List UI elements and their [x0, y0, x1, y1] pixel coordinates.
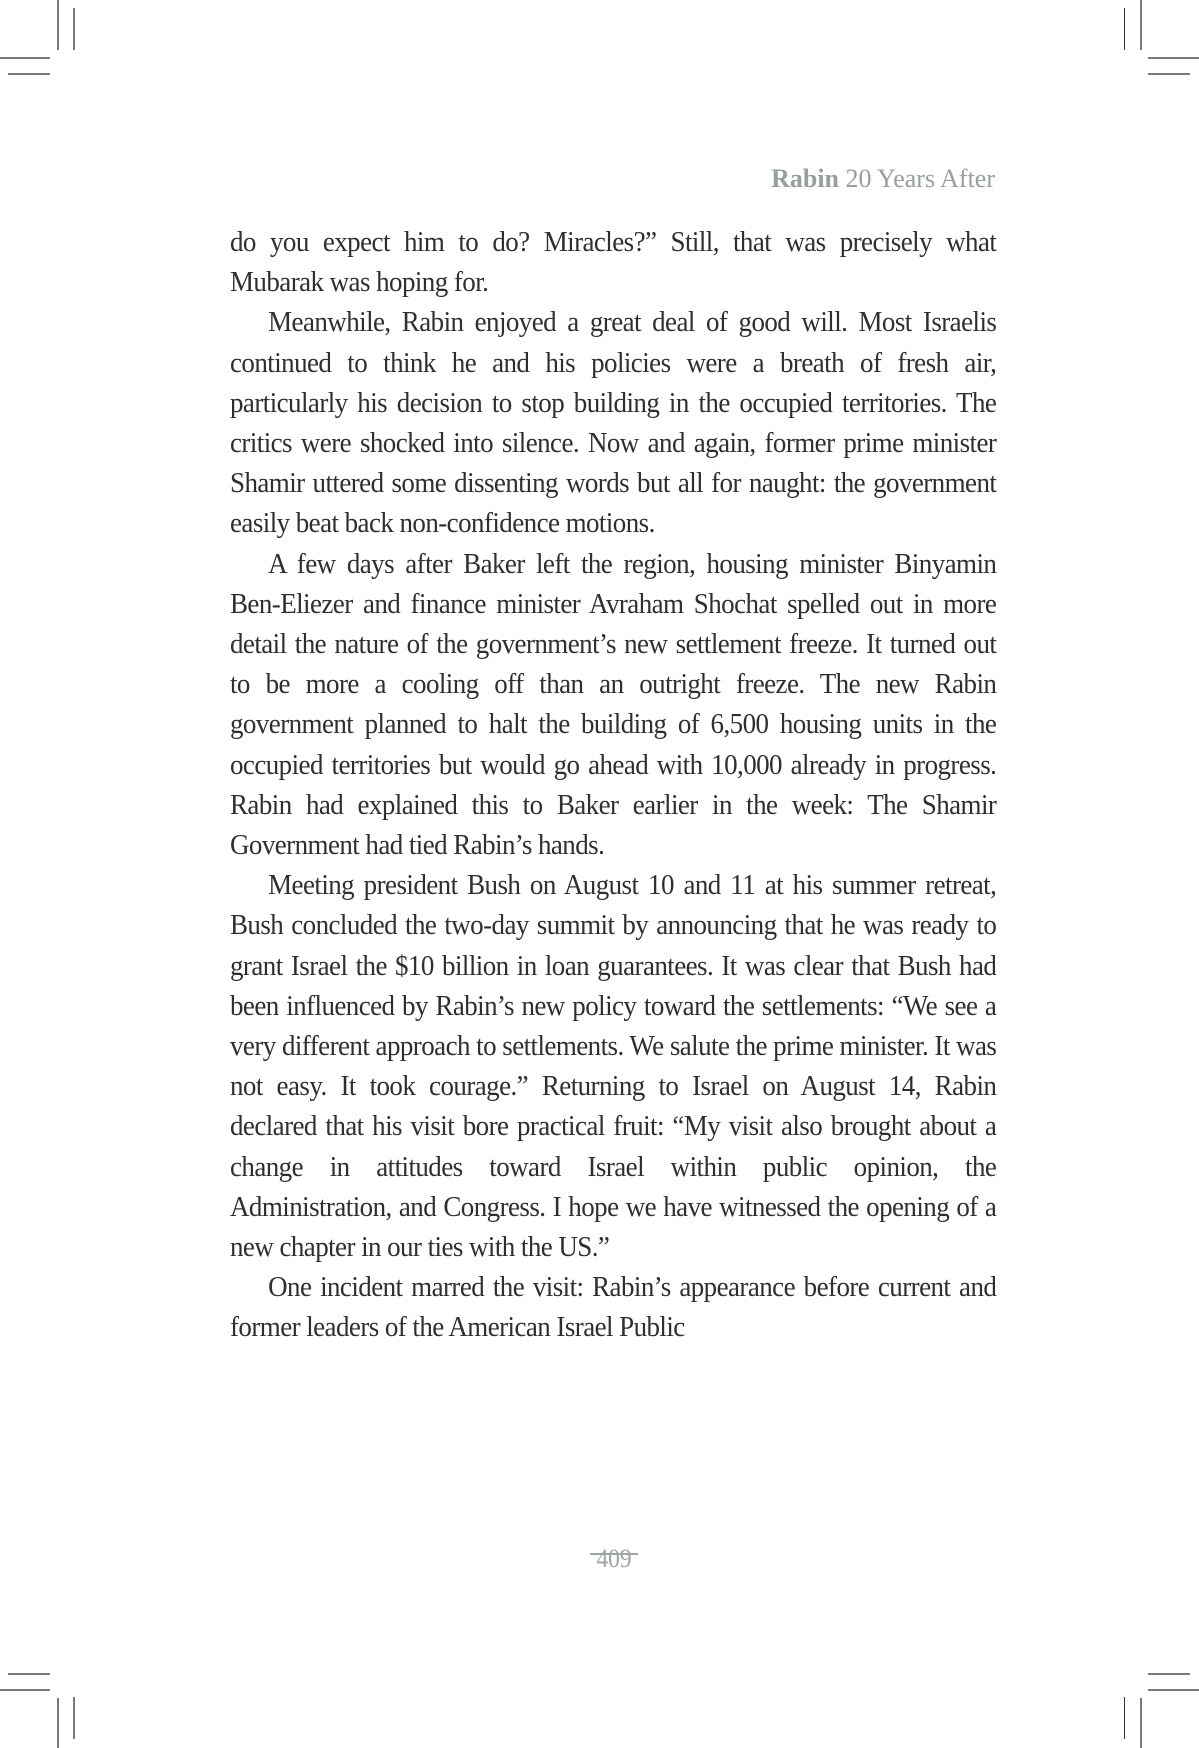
- crop-mark-top-right-h-outer: [1148, 57, 1199, 59]
- crop-mark-top-left-v-outer: [57, 0, 59, 50]
- crop-mark-bottom-right-v-outer: [1140, 1698, 1142, 1748]
- crop-mark-bottom-left-v-inner: [73, 1697, 75, 1739]
- crop-mark-bottom-left-v-outer: [57, 1698, 59, 1748]
- body-text: [230, 222, 996, 1348]
- paragraph: Meanwhile, Rabin enjoyed a great deal of good will. Most Israelis continued to think he and his policies were a breath of fresh air, particularly his decision to stop building in the occupied territories. The critics were shocked into silence. Now and again, former prime minister Shamir uttered some dissenting words but all for naught: the government easily beat back non-confidence motions.: [230, 306, 997, 540]
- crop-mark-bottom-left-h-inner: [8, 1673, 50, 1675]
- crop-mark-top-right-v-inner: [1124, 8, 1125, 50]
- running-head-author: Rabin: [771, 164, 839, 193]
- crop-mark-top-right-v-outer: [1140, 0, 1142, 50]
- crop-mark-top-left-h-inner: [8, 73, 50, 75]
- crop-mark-bottom-right-h-outer: [1148, 1689, 1199, 1691]
- crop-mark-bottom-right-v-inner: [1124, 1697, 1125, 1739]
- crop-mark-bottom-right-h-inner: [1148, 1673, 1190, 1675]
- paragraph: One incident marred the visit: Rabin’s appearance before current and former leaders of the American Israel Public: [230, 1271, 997, 1344]
- paragraph: do you expect him to do? Miracles?” Still, that was precisely what Mubarak was hoping for.: [230, 226, 997, 299]
- page-number: 409: [596, 1544, 632, 1573]
- crop-mark-top-left-h-outer: [0, 57, 50, 59]
- crop-mark-bottom-left-h-outer: [0, 1689, 50, 1691]
- running-head: [771, 164, 995, 194]
- crop-mark-top-right-h-inner: [1148, 73, 1190, 75]
- crop-mark-top-left-v-inner: [73, 8, 75, 50]
- running-head-title: 20 Years After: [839, 164, 995, 193]
- paragraph: A few days after Baker left the region, housing minister Binyamin Ben-Eliezer and finance minister Avraham Shochat spelled out in more detail the nature of the government’s new settlement freeze. It turned out to be more a cooling off than an outright freeze. The new Rabin government planned to halt the building of 6,500 housing units in the occupied territories but would go ahead with 10,000 already in progress. Rabin had explained this to Baker earlier in the week: The Shamir Government had tied Rabin’s hands.: [230, 547, 997, 862]
- paragraph: Meeting president Bush on August 10 and 11 at his summer retreat, Bush concluded the two-day summit by announcing that he was ready to grant Israel the $10 billion in loan guarantees. It was clear that Bush had been influenced by Rabin’s new policy toward the settlements: “We see a very different approach to settlements. We salute the prime minister. It was not easy. It took courage.” Returning to Israel on August 14, Rabin declared that his visit bore practical fruit: “My visit also brought about a change in attitudes toward Israel within public opinion, the Administration, and Congress. I hope we have witnessed the opening of a new chapter in our ties with the US.”: [230, 869, 997, 1264]
